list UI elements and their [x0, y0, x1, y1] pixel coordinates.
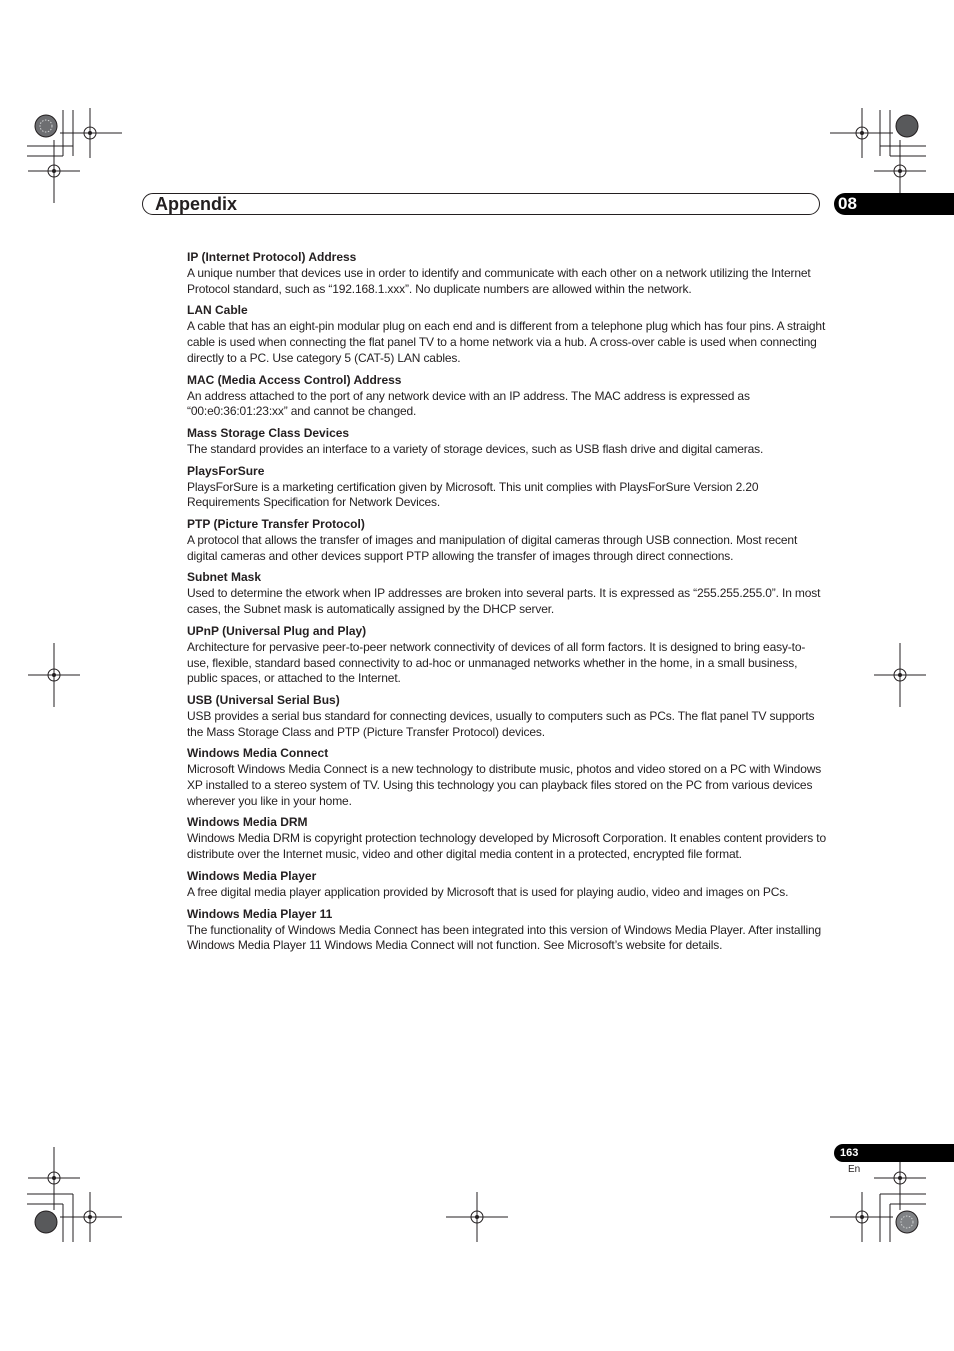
section-header-bar — [142, 193, 820, 215]
glossary-term: UPnP (Universal Plug and Play) — [187, 623, 367, 638]
glossary-entry — [187, 373, 827, 420]
glossary-definition: The functionality of Windows Media Connect has been integrated into this version of Windows Media Player. After installing Windows Media Player 11 Windows Media Connect will not function. See Microsoft’s website for details. — [187, 922, 822, 953]
glossary-term: Windows Media Connect — [187, 746, 329, 761]
glossary-definition: A unique number that devices use in order to identify and communicate with each other on a network utilizing the Internet Protocol standard, such as “192.168.1.xxx”. No duplicate numbers are allowed within the network. — [187, 266, 811, 296]
glossary-definition: The standard provides an interface to a variety of storage devices, such as USB flash drive and digital cameras. — [187, 441, 764, 456]
glossary-term: Windows Media DRM — [187, 815, 308, 830]
glossary-entry — [187, 464, 827, 511]
glossary-definition: A protocol that allows the transfer of images and manipulation of digital cameras through USB connection. Most recent digital cameras and other devices support PTP allowing the transfer of images through direct connections. — [187, 533, 798, 563]
chapter-number: 08 — [838, 194, 857, 213]
glossary-term: MAC (Media Access Control) Address — [187, 372, 402, 387]
glossary-definition: Used to determine the etwork when IP addresses are broken into several parts. It is expressed as “255.255.255.0”. In most cases, the Subnet mask is automatically assigned by the DHCP server. — [187, 586, 821, 617]
glossary-term: Windows Media Player — [187, 868, 317, 883]
glossary-entry — [187, 426, 827, 458]
glossary-definition: An address attached to the port of any network device with an IP address. The MAC address is expressed as “00:e0:36:01:23:xx” and cannot be changed. — [187, 388, 750, 419]
glossary-definition: USB provides a serial bus standard for connecting devices, usually to computers such as PCs. The flat panel TV supports the Mass Storage Class and PTP (Picture Transfer Protocol) devices. — [187, 708, 815, 739]
language-code: En — [848, 1164, 861, 1175]
glossary-entry — [187, 570, 827, 617]
glossary-entry — [187, 250, 827, 297]
glossary-entry — [187, 517, 827, 564]
glossary-term: Windows Media Player 11 — [187, 906, 333, 921]
glossary-definition: PlaysForSure is a marketing certification given by Microsoft. This unit complies with PlaysForSure Version 2.20 Requirements Specification for Network Devices. — [187, 479, 759, 510]
glossary-definition: Windows Media DRM is copyright protection technology developed by Microsoft Corporation. It enables content providers to distribute over the Internet music, video and other digital media content in a protected, encrypted file format. — [187, 831, 826, 862]
glossary-term: Subnet Mask — [187, 570, 262, 585]
glossary-entry — [187, 907, 827, 954]
glossary-term: PlaysForSure — [187, 463, 265, 478]
glossary-term: Mass Storage Class Devices — [187, 425, 350, 440]
glossary — [187, 250, 827, 960]
glossary-definition: A free digital media player application provided by Microsoft that is used for playing audio, video and images on PCs. — [187, 884, 789, 899]
section-title: Appendix — [155, 194, 238, 214]
glossary-definition: Architecture for pervasive peer-to-peer network connectivity of devices of all form factors. It is designed to bring easy-to-use, flexible, standard based connectivity to ad-hoc or unmanaged networks whether in the home, in a small business, public spaces, or attached to the Internet. — [187, 639, 806, 686]
glossary-term: USB (Universal Serial Bus) — [187, 692, 340, 707]
glossary-term: LAN Cable — [187, 303, 248, 318]
glossary-entry — [187, 746, 827, 809]
glossary-term: IP (Internet Protocol) Address — [187, 250, 357, 264]
glossary-entry — [187, 693, 827, 740]
glossary-definition: Microsoft Windows Media Connect is a new technology to distribute music, photos and video stored on a PC with Windows XP installed to a stereo system of TV. Using this technology you can playback files stored on the PC from various devices wherever you like in your home. — [187, 762, 822, 808]
glossary-term: PTP (Picture Transfer Protocol) — [187, 517, 365, 532]
glossary-entry — [187, 303, 827, 366]
glossary-entry — [187, 815, 827, 862]
glossary-entry — [187, 624, 827, 687]
glossary-definition: A cable that has an eight-pin modular plug on each end and is different from a telephone plug which has four pins. A straight cable is used when connecting the flat panel TV to a home network via a hub. A cross-over cable is used when connecting directly to a PC. Use category 5 (CAT-5) LAN cables. — [187, 319, 826, 365]
page-number: 163 — [840, 1147, 859, 1159]
glossary-entry — [187, 869, 827, 901]
